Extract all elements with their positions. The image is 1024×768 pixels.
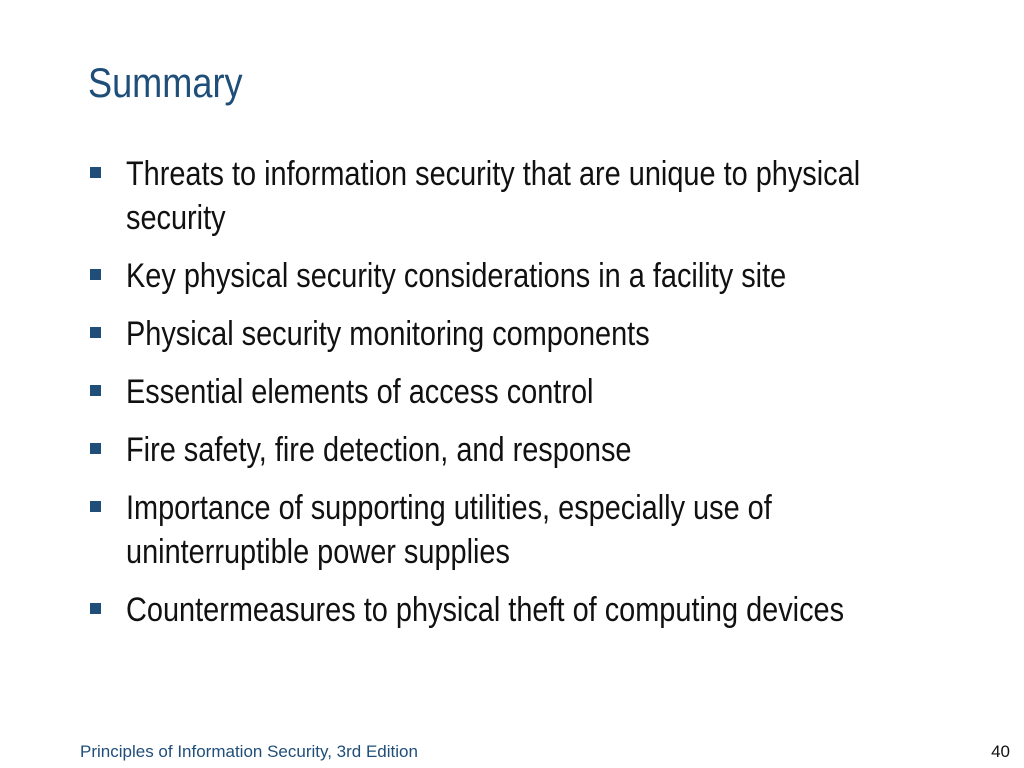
bullet-text: Essential elements of access control (126, 373, 594, 411)
bullet-item (88, 588, 988, 632)
square-bullet-icon (90, 269, 101, 280)
bullet-list (88, 152, 988, 646)
bullet-text: Threats to information security that are unique to physical security (126, 155, 861, 237)
page-number: 40 (991, 742, 1010, 761)
bullet-item (88, 152, 988, 240)
bullet-text: Countermeasures to physical theft of computing devices (126, 591, 845, 629)
square-bullet-icon (90, 603, 101, 614)
bullet-item (88, 254, 988, 298)
slide-title: Summary (88, 59, 243, 106)
square-bullet-icon (90, 385, 101, 396)
square-bullet-icon (90, 501, 101, 512)
bullet-item (88, 370, 988, 414)
bullet-item (88, 486, 988, 574)
bullet-text: Key physical security considerations in a facility site (126, 257, 787, 295)
bullet-text: Importance of supporting utilities, especially use of uninterruptible power supplies (126, 489, 772, 571)
bullet-text: Physical security monitoring components (126, 315, 650, 353)
square-bullet-icon (90, 167, 101, 178)
square-bullet-icon (90, 327, 101, 338)
square-bullet-icon (90, 443, 101, 454)
footer-text: Principles of Information Security, 3rd Edition (80, 742, 418, 761)
bullet-item (88, 428, 988, 472)
bullet-item (88, 312, 988, 356)
bullet-text: Fire safety, fire detection, and response (126, 431, 632, 469)
